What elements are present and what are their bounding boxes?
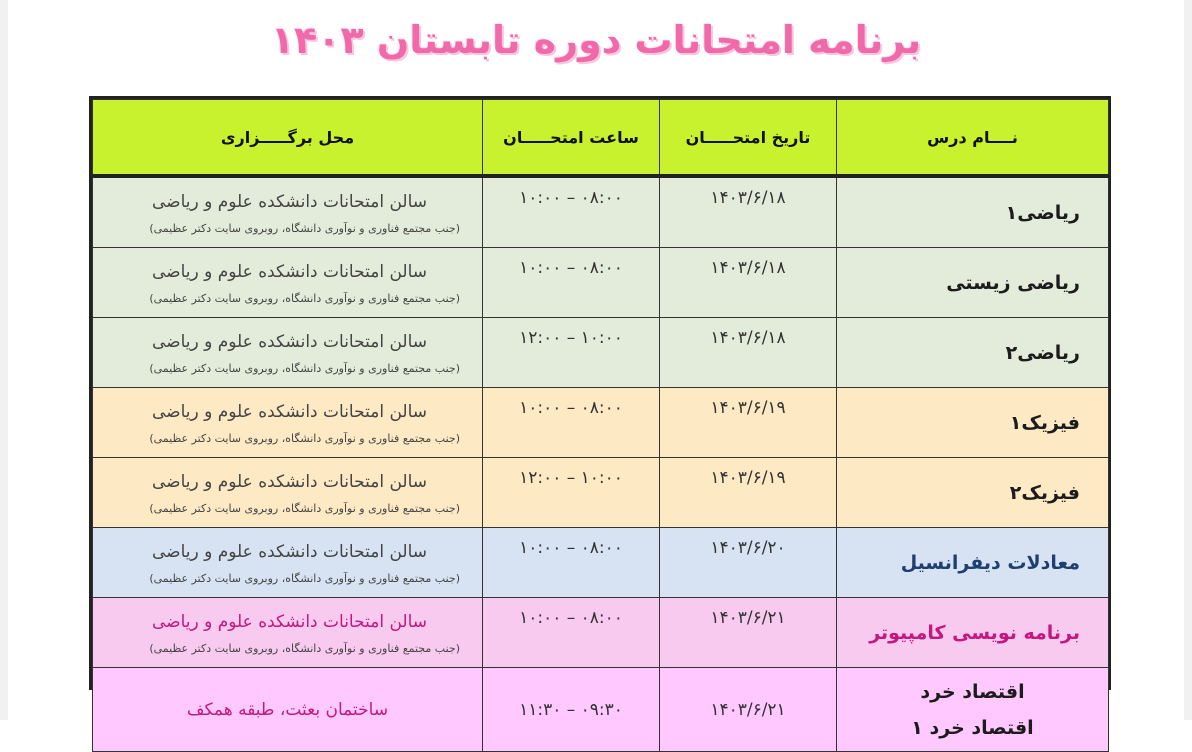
exam-date: ۱۴۰۳/۶/۱۸ [660, 248, 837, 318]
exam-date: ۱۴۰۳/۶/۱۸ [660, 318, 837, 388]
place-note: (جنب مجتمع فناوری و نوآوری دانشگاه، روبروی سایت دکتر عظیمی) [149, 432, 460, 445]
place-note: (جنب مجتمع فناوری و نوآوری دانشگاه، روبروی سایت دکتر عظیمی) [149, 292, 460, 305]
place-main: سالن امتحانات دانشکده علوم و ریاضی [151, 542, 427, 562]
exam-place [93, 458, 483, 528]
table-row [93, 318, 1109, 388]
exam-date: ۱۴۰۳/۶/۱۹ [660, 458, 837, 528]
header-date: تاریخ امتحـــــان [660, 100, 837, 177]
exam-place [93, 598, 483, 668]
exam-date: ۱۴۰۳/۶/۱۹ [660, 388, 837, 458]
exam-place [93, 318, 483, 388]
exam-time: ۰۹:۳۰ – ۱۱:۳۰ [483, 668, 660, 752]
exam-time: ۰۸:۰۰ – ۱۰:۰۰ [483, 388, 660, 458]
exam-place [93, 528, 483, 598]
exam-place [93, 248, 483, 318]
table-row [93, 176, 1109, 248]
table-row [93, 528, 1109, 598]
exam-date: ۱۴۰۳/۶/۱۸ [660, 176, 837, 248]
exam-time: ۰۸:۰۰ – ۱۰:۰۰ [483, 528, 660, 598]
course-name: فیزیک۱ [837, 388, 1109, 458]
course-name: ریاضی۱ [837, 176, 1109, 248]
exam-date: ۱۴۰۳/۶/۲۰ [660, 528, 837, 598]
place-note: (جنب مجتمع فناوری و نوآوری دانشگاه، روبروی سایت دکتر عظیمی) [149, 222, 460, 235]
header-course: نــــام درس [837, 100, 1109, 177]
table-row [93, 668, 1109, 752]
place-main: سالن امتحانات دانشکده علوم و ریاضی [151, 472, 427, 492]
course-name [837, 668, 1109, 752]
place-note: (جنب مجتمع فناوری و نوآوری دانشگاه، روبروی سایت دکتر عظیمی) [149, 572, 460, 585]
page-edge-left [0, 0, 8, 720]
course-name: برنامه نویسی کامپیوتر [837, 598, 1109, 668]
table-row [93, 598, 1109, 668]
place-main: سالن امتحانات دانشکده علوم و ریاضی [151, 262, 427, 282]
course-line-2: اقتصاد خرد ۱ [911, 716, 1034, 739]
course-name: ریاضی زیستی [837, 248, 1109, 318]
exam-schedule-table [89, 96, 1111, 739]
place-note: (جنب مجتمع فناوری و نوآوری دانشگاه، روبروی سایت دکتر عظیمی) [149, 362, 460, 375]
place-main: سالن امتحانات دانشکده علوم و ریاضی [151, 612, 427, 632]
page-title: برنامه امتحانات دوره تابستان ۱۴۰۳ [270, 18, 922, 62]
exam-date: ۱۴۰۳/۶/۲۱ [660, 668, 837, 752]
exam-time: ۰۸:۰۰ – ۱۰:۰۰ [483, 176, 660, 248]
course-line-1: اقتصاد خرد [920, 680, 1025, 703]
place-note: (جنب مجتمع فناوری و نوآوری دانشگاه، روبروی سایت دکتر عظیمی) [149, 502, 460, 515]
course-name: ریاضی۲ [837, 318, 1109, 388]
exam-date: ۱۴۰۳/۶/۲۱ [660, 598, 837, 668]
page-edge-right [1184, 0, 1192, 720]
exam-time: ۱۰:۰۰ – ۱۲:۰۰ [483, 458, 660, 528]
place-main: سالن امتحانات دانشکده علوم و ریاضی [151, 402, 427, 422]
exam-time: ۰۸:۰۰ – ۱۰:۰۰ [483, 248, 660, 318]
course-name: فیزیک۲ [837, 458, 1109, 528]
table-row [93, 248, 1109, 318]
exam-time: ۱۰:۰۰ – ۱۲:۰۰ [483, 318, 660, 388]
exam-place [93, 388, 483, 458]
table-row [93, 388, 1109, 458]
exam-time: ۰۸:۰۰ – ۱۰:۰۰ [483, 598, 660, 668]
place-main: سالن امتحانات دانشکده علوم و ریاضی [151, 332, 427, 352]
header-time: ساعت امتحـــــان [483, 100, 660, 177]
header-place: محل برگـــــزاری [93, 100, 483, 177]
table-header-row [93, 100, 1109, 177]
exam-place [93, 176, 483, 248]
course-name: معادلات دیفرانسیل [837, 528, 1109, 598]
table-row [93, 458, 1109, 528]
place-main: سالن امتحانات دانشکده علوم و ریاضی [151, 192, 427, 212]
place-note: (جنب مجتمع فناوری و نوآوری دانشگاه، روبروی سایت دکتر عظیمی) [149, 642, 460, 655]
exam-place: ساختمان بعثت، طبقه همکف [93, 668, 483, 752]
